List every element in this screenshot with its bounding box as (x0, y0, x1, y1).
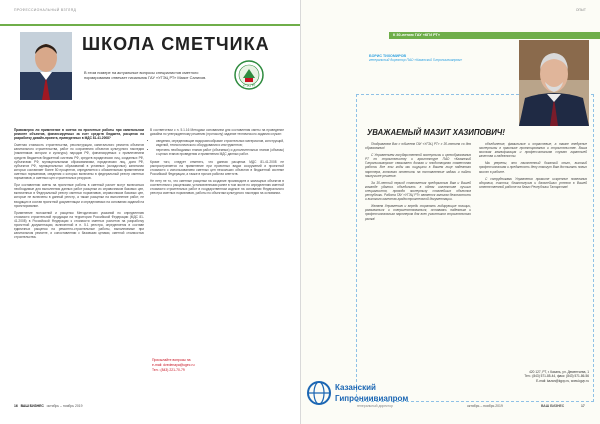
letter-paragraph: Поздравляем Вас с юбилеем ГАУ «УГЭЦ РТ» с 30-летием со дня образования! (365, 142, 471, 151)
author-name: БОРИС ТИХОМИРОВ (369, 54, 407, 58)
address-phone: Тел.: (843) 571-85-44, факс: (843) 571-86-56 (524, 374, 589, 379)
list-item: • сведения, определяющие видоразнообразие строительных материалов, конструкций, изделий, технологического оборудования и инструментов; (156, 139, 284, 147)
lead-paragraph: В этом номере на актуальные вопросы специалистов сметного нормирования отвечает начальник ГАУ «УГЭЦ РТ» Мазит Салихов. (84, 70, 207, 81)
letter-paragraph: Мы уверены, что накопленный богатый опыт, высокий профессионализм и преданность делу помогут Вам достигать новых высот в работе. (479, 161, 587, 174)
rubric-label: ОПЫТ (575, 8, 586, 12)
anniversary-tab (389, 32, 600, 39)
author-portrait (519, 40, 589, 126)
right-column-1 (365, 142, 471, 224)
ugec-logo-text: УГЭЦ РТ (242, 83, 256, 88)
contact-box (152, 358, 232, 372)
letter-paragraph: С сотрудниками Управления примите искренние пожелания здоровья, счастья, благополучия и дальнейших успехов в Вашей ответственной работе на благо Республики Татарстан! (479, 176, 587, 189)
contact-email-link[interactable]: e-mail: dvedenaya@ugec.ru (152, 362, 195, 367)
issue-date: октябрь – ноябрь 2019 (467, 404, 503, 408)
letter-frame (356, 94, 594, 402)
body-paragraph: При составлении сметы на проектные работы в сметный расчет могут включаться необходимые для выполнения данных работ расценки из справочников базовых цен, включенных в Федеральный реестр сметных нормативов, справочников базовых цен, которые не включены в данный реестр, а также расценки на выполнение работ, не входящих в состав проектной документации и определяемых на основании заданий на проектирование. (14, 183, 144, 208)
magazine-name: ВАШ БИЗНЕС (20, 404, 44, 408)
brand-line-2: Гипрониивиапром (335, 394, 409, 403)
contact-line: Присылайте вопросы на (152, 358, 191, 362)
right-column-2 (479, 142, 587, 192)
letter-paragraph: Желаем Управлению и впредь сохранять лидирующие позиции, развиваться и совершенствоваться, оставаясь надежным и профессиональным партнером для всех участников строительного рынка! (365, 204, 471, 221)
bullet-list (150, 139, 284, 156)
question-paragraph: Правомерно ли применение в сметах на проектные работы при капитальном ремонте объектов, финансируемых за счет средств бюджета, расценок на разработку дизайн-проекта, приведенных в МДС 81-41.2008? (14, 128, 144, 141)
left-column-2 (150, 128, 284, 198)
author-caption (369, 54, 509, 62)
body-paragraph: Не нету не то, что сметные расценки на создание производств и жилищных объектов в соответствии с расценками, установленными ранее в том числе по определению сметной стоимости строительных работ в государственном кодексе на основании Федерального реестра сметных нормативов, работы по объектам культурного наследия на основании. (150, 178, 284, 196)
company-address (489, 370, 589, 383)
page-title: ШКОЛА СМЕТЧИКА (82, 34, 270, 54)
letter-paragraph: объединение, фамильные и отраслевые, а также внедрение экспертизы в практике проектирования и строительстве. Ваша высокая квалификация и профессионализм служат гарантией качества и надежности. (479, 142, 587, 159)
body-paragraph: Применение положений и расценок Методических указаний по определению стоимости строительной продукции на территории Российской Федерации (МДС 81-41.2008) в Российской Федерации к стоимости сметных расчетов на разработку проектной документации, включенной в п. 5.1 реестра, определяется в составе единичных расценок на ремонтно-строительные работы, выполняемые при капитальном ремонте, и сопоставлении с базовыми ценами, сметной стоимостью строительства. (14, 210, 144, 240)
right-page (300, 0, 600, 424)
list-item: • перечень необходимых этапов работ (объемных) и дополнительных этапов (объемы) с целью этапов проведения и применения МДС данных работ. (156, 148, 284, 156)
footer-left (14, 404, 83, 408)
brand-line-1: Казанский (335, 383, 376, 392)
rubric-label: ПРОФЕССИОНАЛЬНЫЙ ВЗГЛЯД (14, 8, 77, 12)
issue-date: октябрь – ноябрь 2019 (46, 404, 83, 408)
contact-phone: Тел.: (843) 221-70-79 (152, 367, 185, 372)
left-column-1 (14, 128, 144, 242)
address-email-link[interactable]: E-mail: kazan@kgvp.ru, www.kgvp.ru (536, 378, 589, 383)
footer-caption: генеральный директор (357, 404, 393, 408)
body-paragraph: В соответствии с п. 5.1.16 Методики основанием для составления сметы на проведение дизайна по утвержденному решению (протоколу) задание технического задания служат: (150, 128, 284, 137)
ugec-logo-icon (234, 60, 264, 90)
address-line: 420 127, РТ, г. Казань, ул. Дементьева, 1 (529, 370, 589, 374)
letter-paragraph: За 30-летний период становления предприятия Вам и Вашей команде удалось объединить в одном коллективе лучших специалистов, проводя экспертизу сложнейших объектов республики. Работа ГАУ «УГЭЦ РТ» является залогом безопасности и высокого качества градостроительной документации. (365, 180, 471, 202)
page-number: 17 (581, 404, 585, 408)
body-paragraph: Сметная стоимость строительства, реконструкции, капитального ремонта объектов капитального строительства, работ по сохранению объектов культурного наследия (памятников истории и культуры) народов РФ, финансируемых с привлечением средств бюджетов бюджетной системы РФ, средств юридических лиц, созданных РФ, субъектами РФ, муниципальными образованиями, юридических лиц, доля РФ, субъектов РФ, муниципальных образований в уставных (складочных) капиталах которых составляет более 50 процентов, определяется с обязательным применением сметных нормативов, сведения о которых включены в федеральный реестр сметных нормативов, и сметных цен строительных ресурсов. (14, 143, 144, 181)
letter-greeting: УВАЖАЕМЫЙ МАЗИТ ХАЗИПОВИЧ! (367, 128, 505, 137)
page-number: 16 (14, 404, 18, 408)
body-paragraph: Кроме того, следует отметить, что данная расценка МДС 81-41.2008 не распространяется на применение при проектных видах сооружений и проектной стоимости с использованием сметных цен нескольких объектов в бюджетной системе Российской Федерации, а также в прочих работах агентств. (150, 159, 284, 176)
letter-paragraph: С Управлением государственной экспертизы и ценообразования РТ по строительству и архитектуре ПАО «Казанский Гипрониивиапром» связывает долгая и плодотворная совместная работа. Все эти годы мы ощущали в Вашем лице надежного партнера, готового ответить на поставленные задачи и найти наилучшее решение. (365, 153, 471, 178)
anniversary-tab-label: К 30-летию ГАУ «КГИ РТ» (393, 33, 440, 37)
portrait-photo (20, 32, 72, 100)
header-strip (0, 24, 300, 26)
author-title: генеральный директор ПАО «Казанский Гипрониивиапром» (369, 58, 463, 62)
magazine-name: ВАШ БИЗНЕС (541, 404, 565, 408)
